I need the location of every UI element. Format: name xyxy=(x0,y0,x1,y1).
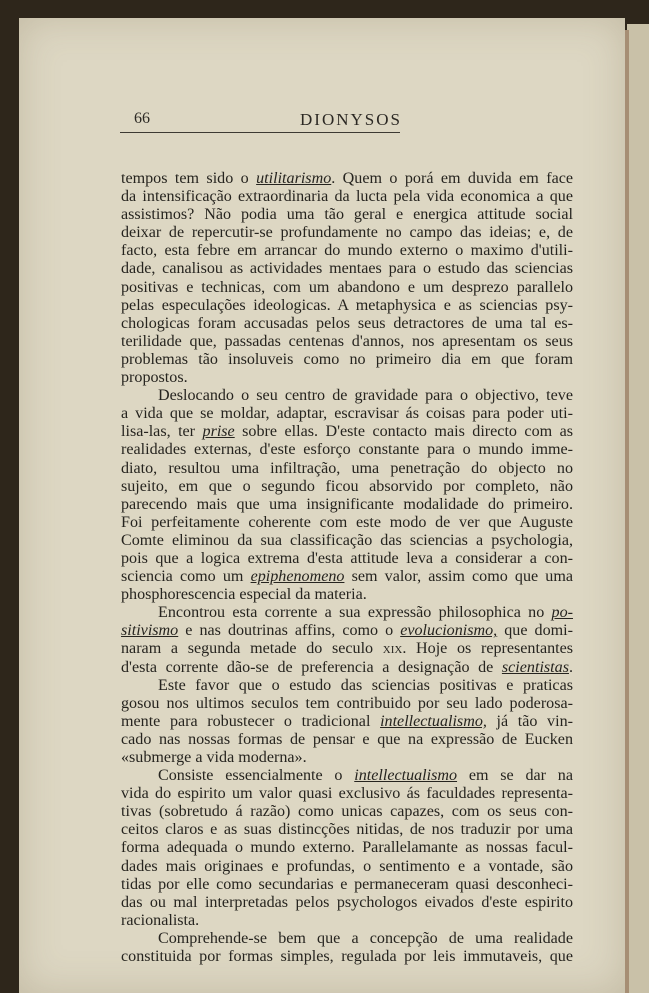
text-run: a vida que se moldar, adaptar, escravisar ás coisas para poder uti- xyxy=(121,405,573,423)
text-line xyxy=(121,496,573,514)
text-line xyxy=(121,441,573,459)
text-run: Comprehende-se bem que a concepção de uma realidade xyxy=(158,929,573,947)
text-run: vida do espirito um valor quasi exclusivo ás faculdades representa- xyxy=(121,785,573,803)
journal-title: DIONYSOS xyxy=(300,110,402,129)
text-line xyxy=(121,912,573,930)
text-run: dades mais originaes e profundas, o sentimento e a vontade, são xyxy=(121,857,573,875)
text-line xyxy=(121,260,573,278)
text-line xyxy=(121,460,573,478)
text-run: problemas tão insoluveis como no primeiro dia em que foram xyxy=(121,350,573,368)
text-line xyxy=(121,568,573,586)
text-run: Deslocando o seu centro de gravidade para o objectivo, teve xyxy=(158,387,573,405)
text-line xyxy=(121,731,573,749)
text-run: lisa-las, ter xyxy=(121,423,203,441)
italic-emphasis: epiphenomeno xyxy=(250,568,345,586)
italic-emphasis: sitivismo xyxy=(121,622,179,640)
text-line xyxy=(121,948,573,966)
italic-emphasis: scientistas xyxy=(501,658,569,676)
text-run: gosou nos ultimos seculos tem contribuido por seu lado poderosa- xyxy=(121,694,573,712)
text-run: ceitos claros e as suas distincções nitidas, de nos traduzir por uma xyxy=(121,821,573,839)
running-head xyxy=(120,110,400,133)
text-line xyxy=(121,297,573,315)
text-line xyxy=(121,532,573,550)
text-run: dade, canalisou as actividades mentaes para o estudo das sciencias xyxy=(121,260,573,278)
text-line xyxy=(121,315,573,333)
text-run: mente para robustecer o tradicional xyxy=(121,712,381,730)
text-line xyxy=(121,858,573,876)
text-line xyxy=(121,170,573,188)
text-run: sobre ellas. D'este contacto mais directo com as xyxy=(234,423,573,441)
text-run: sciencia como um xyxy=(121,568,251,586)
page-number: 66 xyxy=(134,110,150,127)
text-line xyxy=(121,188,573,206)
text-run: facto, esta febre em arrancar do mundo externo o maximo d'utili- xyxy=(121,242,573,260)
text-line xyxy=(121,351,573,369)
italic-emphasis: utilitarismo xyxy=(256,170,332,187)
text-run: sem valor, assim como que uma xyxy=(344,568,573,586)
text-run: sujeito, em que o segundo ficou absorvido por completo, não xyxy=(121,477,573,495)
text-run: . xyxy=(568,658,573,676)
text-run: que domi- xyxy=(497,622,573,640)
text-line xyxy=(121,894,573,912)
text-run: já tão vin- xyxy=(486,712,573,730)
text-run: Comte eliminou da sua classificação das sciencias a psychologia, xyxy=(121,531,573,549)
text-run: chologicas foram accusadas pelos seus detractores de uma tal es- xyxy=(121,314,573,332)
italic-emphasis: intellectualismo xyxy=(354,767,458,785)
text-line xyxy=(121,333,573,351)
text-run: xix xyxy=(382,640,403,658)
text-run: racionalista. xyxy=(121,911,200,929)
text-line xyxy=(121,677,573,695)
text-line xyxy=(121,586,573,604)
text-run: tivas (sobretudo á razão) como unicas capazes, com os seus con- xyxy=(121,803,573,821)
text-run: d'esta corrente dão-se de preferencia a designação de xyxy=(121,658,502,676)
text-run: pois que a logica extrema d'esta attitude leva a considerar a con- xyxy=(121,549,573,567)
text-run: realidades externas, d'este esforço constante para o mundo imme- xyxy=(121,441,573,459)
text-line xyxy=(121,279,573,297)
italic-emphasis: evolucionismo, xyxy=(400,622,498,640)
text-line xyxy=(121,767,573,785)
text-line xyxy=(121,514,573,532)
text-run: parecendo mais que uma insignificante modalidade do primeiro. xyxy=(121,495,573,513)
text-run: diato, resultou uma infiltração, uma penetração do objecto no xyxy=(121,459,573,477)
text-run: Este favor que o estudo das sciencias positivas e praticas xyxy=(158,676,573,694)
text-line xyxy=(121,803,573,821)
text-run: assistimos? Não podia uma tão geral e energica attitude social xyxy=(121,206,573,224)
text-line xyxy=(121,713,573,731)
text-run: positivas e technicas, com um abandono e um desprezo parallelo xyxy=(121,278,573,296)
text-run: e nas doutrinas affins, como o xyxy=(178,622,401,640)
text-line xyxy=(121,640,573,658)
text-line xyxy=(121,695,573,713)
text-run: deixar de repercutir-se profundamente no campo das ideias; e, de xyxy=(121,224,573,242)
text-line xyxy=(121,423,573,441)
text-run: em se dar na xyxy=(457,767,573,785)
text-line xyxy=(121,749,573,767)
text-run: phosphorescencia especial da materia. xyxy=(121,586,367,604)
italic-emphasis: intellectualismo, xyxy=(380,712,487,730)
text-run: Foi perfeitamente coherente com este modo de ver que Auguste xyxy=(121,513,573,531)
text-line xyxy=(121,242,573,260)
text-run: «submerge a vida moderna». xyxy=(121,749,307,766)
text-line xyxy=(121,839,573,857)
text-line xyxy=(121,387,573,405)
text-line xyxy=(121,821,573,839)
text-line xyxy=(121,785,573,803)
text-run: cado nas nossas formas de pensar e que na expressão de Eucken xyxy=(121,730,573,748)
text-line xyxy=(121,224,573,242)
text-line xyxy=(121,604,573,622)
text-run: naram a segunda metade do seculo xyxy=(121,640,383,658)
text-run: pelas especulações ideologicas. A metaphysica e as sciencias psy- xyxy=(121,296,573,314)
adjacent-page-edge xyxy=(627,24,649,993)
text-run: forma adequada o mundo externo. Parallelamante as nossas facul- xyxy=(121,839,573,857)
text-line xyxy=(121,405,573,423)
text-line xyxy=(121,206,573,224)
text-run: Encontrou esta corrente a sua expressão philosophica no xyxy=(158,604,552,622)
text-line xyxy=(121,876,573,894)
text-run: tempos tem sido o xyxy=(121,170,257,187)
text-run: terilidade que, passadas centenas d'annos, nos apresentam os seus xyxy=(121,332,573,350)
text-line xyxy=(121,550,573,568)
text-run: . Hoje os representantes xyxy=(402,640,573,658)
text-run: propostos. xyxy=(121,369,188,387)
italic-emphasis: po- xyxy=(551,604,573,622)
text-line xyxy=(121,659,573,677)
text-run: da intensificação extraordinaria da lucta pela vida economica a que xyxy=(121,188,573,206)
text-line xyxy=(121,622,573,640)
text-run: Consiste essencialmente o xyxy=(158,767,355,785)
text-line xyxy=(121,930,573,948)
italic-emphasis: prise xyxy=(202,423,235,441)
text-line xyxy=(121,369,573,387)
text-run: tidas por elle como secundarias e permaneceram quasi desconheci- xyxy=(121,875,573,893)
body-text xyxy=(121,170,573,966)
text-run: das ou mal interpretadas pelos psychologos eivados d'este espirito xyxy=(121,893,573,911)
text-line xyxy=(121,478,573,496)
text-run: . Quem o porá em duvida em face xyxy=(331,170,573,187)
text-run: constituida por formas simples, regulada por leis immutaveis, que xyxy=(121,948,573,966)
